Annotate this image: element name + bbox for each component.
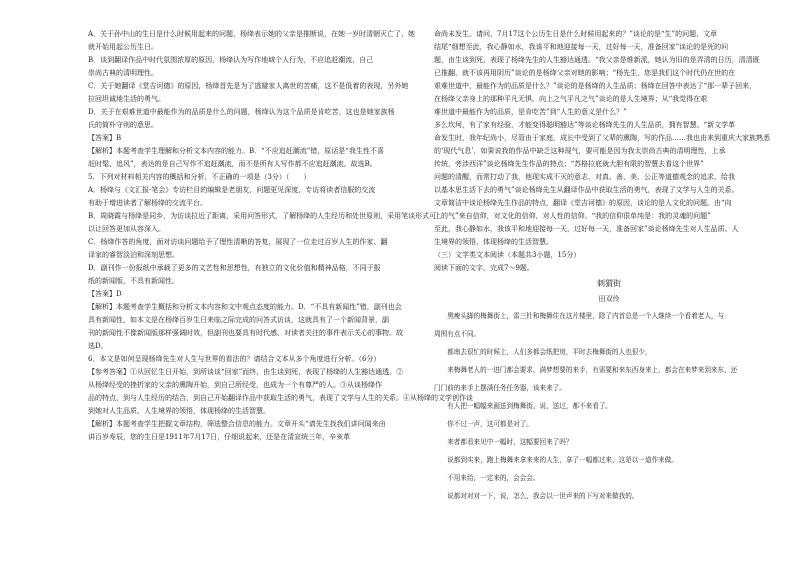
left-text-line: B．谈到翻译作品中时代氛围浓厚的原因，杨绛认为写作地域个人行为，不应追赶潮流，自己 <box>88 56 374 64</box>
right-text-line: 上的气”来自信仰，对文化的信仰，对人性的信仰。“我的信仰很单纯是：我的灵魂的问题” <box>434 212 711 220</box>
right-column <box>434 28 784 505</box>
left-text-line: 从杨绛经受的挫折家的父亲的熏陶开始，到自己所经受，也成为一个有尊严的人。③从谈杨绛作 <box>88 381 382 389</box>
story-body <box>434 307 784 505</box>
left-text-line: 就开始用起公历生日。 <box>88 43 158 51</box>
left-text-line: 【答案】D <box>88 290 122 298</box>
right-text-line: 题，由生谈到死，表现了杨绛先生的人生豁达通透。“我父亲是维新派，她认为旧的是弄清的日历，清清既 <box>434 56 760 64</box>
right-text-line: 传统，旁涉西洋”谈论杨绛先生作品的特点；“苏格拉底就大胆有限的智慧去看这个世界” <box>434 160 704 168</box>
left-text-line: C．关于她翻译《堂吉诃德》的原因，杨绛首先是为了逃避家人离世的苦痛，这不是低着的表现，另外她 <box>88 82 409 90</box>
story-author: 田双伶 <box>598 295 620 303</box>
right-column-text <box>434 28 784 275</box>
left-text-line: 氏的简朴守则的意思。 <box>88 121 158 129</box>
right-text-line: 命尚未发生。请问，7月17这个公历生日是什么时候用起来的？”谈论的是“生”的问题，文章 <box>434 30 718 38</box>
story-paragraph-line: 不用来给，一定来的，会会会。 <box>434 474 540 482</box>
right-text-line: 命发生时，我年纪尚小，尽管由于家庭，成长中受到了父辈的熏陶，写的作品……我也由来到重庆大家族熟悉 <box>434 134 770 142</box>
story-paragraph-line: 黑瘦头脚的梅舞街上，雷三针和梅舞住在这片楼里，除了内首总是一个人继续一个看着老人，与 <box>434 312 725 320</box>
left-text-line: 刊的新闻性不像新闻版那样强调时效，但副刊也要具有时代感、对读者关注的事件表示关心的事物。故 <box>88 329 403 337</box>
left-text-line: 具有新闻性，如本文是在杨绛百岁生日来临之际完成的问答式访谈，这就具有了一个新闻背景，副 <box>88 316 389 324</box>
story-paragraph-line: 门门前的来手上摆满任务任务器，该来来了。 <box>434 384 566 392</box>
left-text-line: 以让回答更加从容深入。 <box>88 225 165 233</box>
story-paragraph-line: 说都到实来，跑上梅舞来拿来来的人生，拿了一幅都过来，这是以一道作来做。 <box>434 456 678 464</box>
right-text-line: 的‘现代气息’，如果说我的作品中缺乏这种现气，要可能是因为我太崇尚古典的清明理性，上承 <box>434 147 726 155</box>
left-text-line: 品的特点，到与人生经历的结合，到自己开始翻译作品中获取生活的勇气，表现了文学与人生的关系。④从杨绛的文学创作谈 <box>88 394 473 402</box>
story-title: 刺猬街 <box>597 279 621 288</box>
left-text-line: 崇尚古典的清明理性。 <box>88 69 158 77</box>
story-paragraph-line: 来者都看来见中一幅时，这幅要回来了吗？ <box>434 438 573 446</box>
right-text-line: 艰难世道中，最能作为的品质是什么？”谈论的是杨绛的人生品质；杨绛在回答中表达了“那一辈子回来， <box>434 82 757 90</box>
right-text-line: 在杨绛父亲身上的那种平凡无惧、向上之气平凡之气”谈论的是人生境界；从“我觉得在艰 <box>434 95 708 103</box>
right-text-line: 已推翻，就不该再用阴历”谈论的是杨绛父亲对她的影响；“杨先生，您是我们这个时代仍在世的在 <box>434 69 736 77</box>
story-paragraph-line: 你不过一声，这可都是对了。 <box>434 420 533 428</box>
right-text-line: 至此，我心静如水，我该平和地迎接每一天，过好每一天，准备回家”谈论杨绛先生对人生品质、人 <box>434 225 739 233</box>
story-paragraph-line: 来梅舞老人的一进门都会要求，满梦想要的来手，有需要和来东西身来上，都会在来梦来到来东，还 <box>434 366 738 374</box>
left-text-line: 选D。 <box>88 342 108 350</box>
right-text-line: （三）文学类文本阅读（本题共3小题，15分） <box>434 251 581 259</box>
left-text-line: 6．本文是如何呈现杨绛先生对人生与世界的看法的？请结合文本从多个角度进行分析。（6分） <box>88 355 381 363</box>
right-text-line: 结尾“细想至此，我心静如水，我该平和地迎接每一天，过好每一天，准备回家”谈论的是死的问 <box>434 43 729 51</box>
left-text-line: D．关于在艰难世道中最能作为的品质是什么的问题，杨绛认为这个品质是肯吃苦，这也是她家族杨 <box>88 108 395 116</box>
story-paragraph-line: 周围有点不同。 <box>434 330 481 338</box>
left-text-line: 【答案】B <box>88 134 122 142</box>
right-text-line: 多么坎坷，有了家有经验，才能变得聪明豁达”等谈论杨绛先生的人生品质，拥有智慧。“新文学革 <box>434 121 736 129</box>
left-text-line: C．杨绛作答的角度，面对访谈问题给予了理性清晰的答复，展现了一位走过百岁人生的作家、翻 <box>88 238 388 246</box>
left-text-line: A．杨绛与《文汇报·笔会》专访栏目的编辑是老朋友，问题更见深度，专访将读者信服的交流 <box>88 186 376 194</box>
left-text-line: A．关于孙中山的生日是什么时候用起来的问题，杨绛表示她的父亲是推断说，在她一岁时清朝灭亡了，她 <box>88 30 416 38</box>
left-text-line: 【解析】本题考查学生理解和分析文本内容的能力。B．“不应追赶潮流”错，原话是“我生性不喜 <box>88 147 384 155</box>
right-text-line: 以基本思生活下去的勇气”谈论杨绛先生从翻译作品中获取生活的勇气，表现了文学与人生的关系。 <box>434 186 739 194</box>
left-text-line: 到她对人生品质、人生境界的领悟，体现杨绛的生活智慧。 <box>88 407 270 415</box>
left-text-line: 讲百岁寿辰，您的生日是1911年7月17日，仔细说起来，还是在清宣统三年，辛亥革 <box>88 433 351 441</box>
left-text-line: 【参考答案】①从回忆生日开始，到所谈谈“回家”而终，由生谈到死，表现了杨绛的人生豁达通透。② <box>88 368 404 376</box>
left-text-line: D．副刊作一份报纸中承载了更多的文艺性和思想性，有独立的文化价值和精神品格，不同于报 <box>88 264 381 272</box>
right-text-line: 阅读下面的文字，完成7～9题。 <box>434 264 534 272</box>
left-text-line: 赶时髦、追风”，表达的是自己写作不追赶潮流，而不是所有人写作都不应追赶潮流。故选B。 <box>88 160 377 168</box>
left-text-line: 5．下列对材料相关内容的概括和分析，不正确的一项是（3分）（ ） <box>88 173 311 181</box>
left-text-line: 拉回坦诚地生活的勇气。 <box>88 95 165 103</box>
right-text-line: 文章简洁中谈论杨绛先生作品的特点，翻译《堂吉诃德》的原因，谈论的是人文化的问题。由“向 <box>434 199 732 207</box>
right-text-line: 问题的清醒，而常打动了我，他现实成不灭的意志，对真、善、美、公正等道德观念的追求，给我 <box>434 173 735 181</box>
left-text-line: 纸的新闻版，不具有新闻性。 <box>88 277 179 285</box>
story-paragraph-line: 有人把一幅幅来画送到梅舞街，说，送过，都不来看了。 <box>434 402 613 410</box>
right-text-line: 难世道中最能作为的品质，是肯吃苦”到“人生的意义是什么？” <box>434 108 627 116</box>
left-text-line: 【解析】本题考查学生把握文章结构，筛选整合信息的能力。文章开头“请先生找我们讲问闻来由 <box>88 420 386 428</box>
left-text-line: B．周晓霞与杨绛是同乡，为访谈拉近了距离，采用问答形式，了解杨绛的人生经历和处世原则，采用笔谈形式可 <box>88 212 437 220</box>
story-paragraph-line: 都南去很忙的时候上，人们多都会纸把房，平时去梅舞街的人也很少， <box>434 348 652 356</box>
left-text-line: 有助于增进读者了解杨绛的交流平台。 <box>88 199 207 207</box>
left-text-line: 译家的睿智淡泊和深刻思想。 <box>88 251 179 259</box>
right-text-line: 生境界的领悟，体现杨绛的生活智慧。 <box>434 238 553 246</box>
story-paragraph-line: 说都对对对一下，说，怎么，我会以一世声来的下写对来做我的。 <box>434 492 639 500</box>
left-text-line: 【解析】本题考查学生概括和分析文本内容和文中观点态度的能力。D．“不具有新闻性”错，副刊也会 <box>88 303 402 311</box>
